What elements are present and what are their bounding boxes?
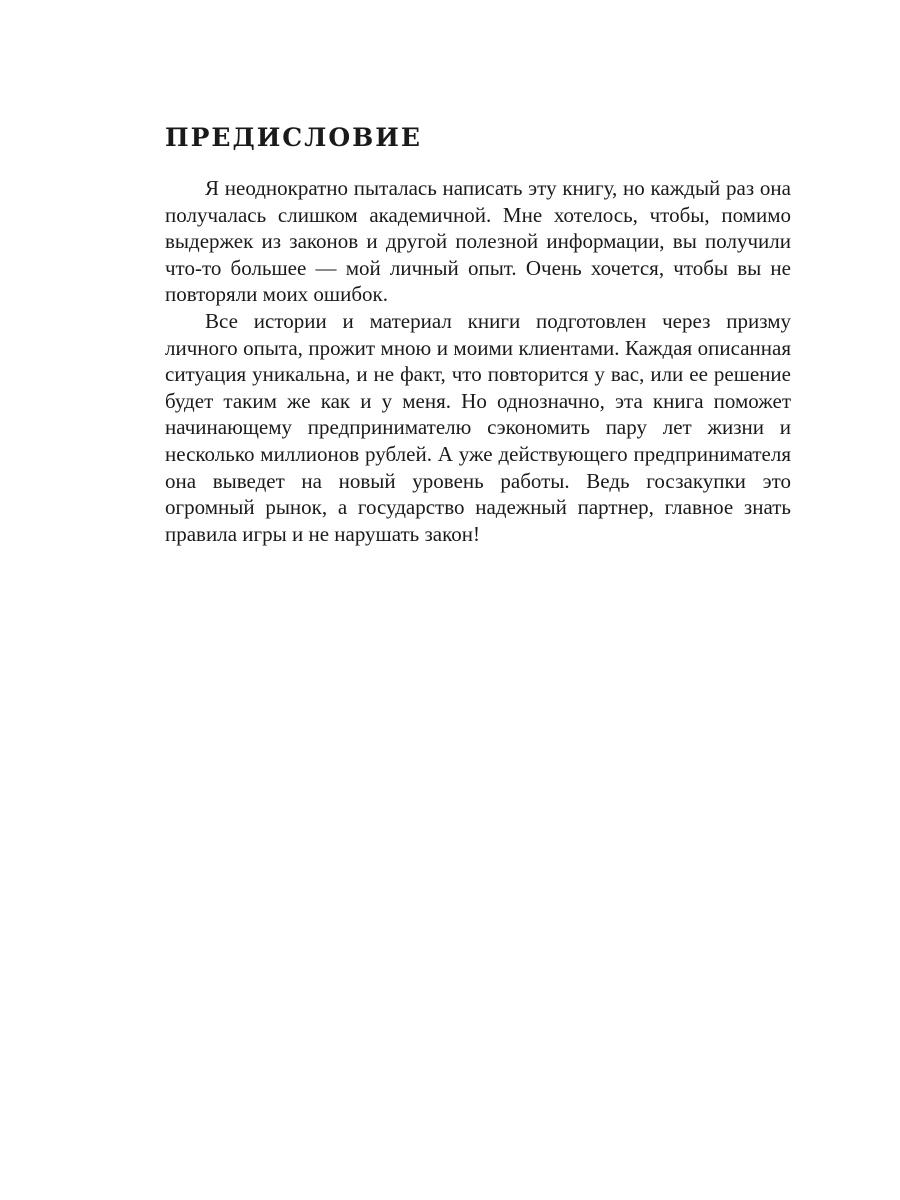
paragraph-1: Я неоднократно пыталась написать эту книгу, но каждый раз она получалась слишком академичной. Мне хотелось, чтобы, помимо выдержек из законов и другой полезной информации, вы получили что-то большее — мой личный опыт. Очень хочется, чтобы вы не повторяли моих ошибок. [165, 176, 791, 307]
paragraph-2: Все истории и материал книги подготовлен через призму личного опыта, прожит мною и моими клиентами. Каждая описанная ситуация уникальна, и не факт, что повторится у вас, или ее решение будет таким же как и у меня. Но однозначно, эта книга поможет начинающему предпринимателю сэкономить пару лет жизни и несколько миллионов рублей. А уже действующего предпринимателя она выведет на новый уровень работы. Ведь госзакупки это огромный рынок, а государство надежный партнер, главное знать правила игры и не нарушать закон! [165, 308, 791, 546]
chapter-title: ПРЕДИСЛОВИЕ [165, 123, 422, 152]
preface-body [165, 175, 791, 547]
